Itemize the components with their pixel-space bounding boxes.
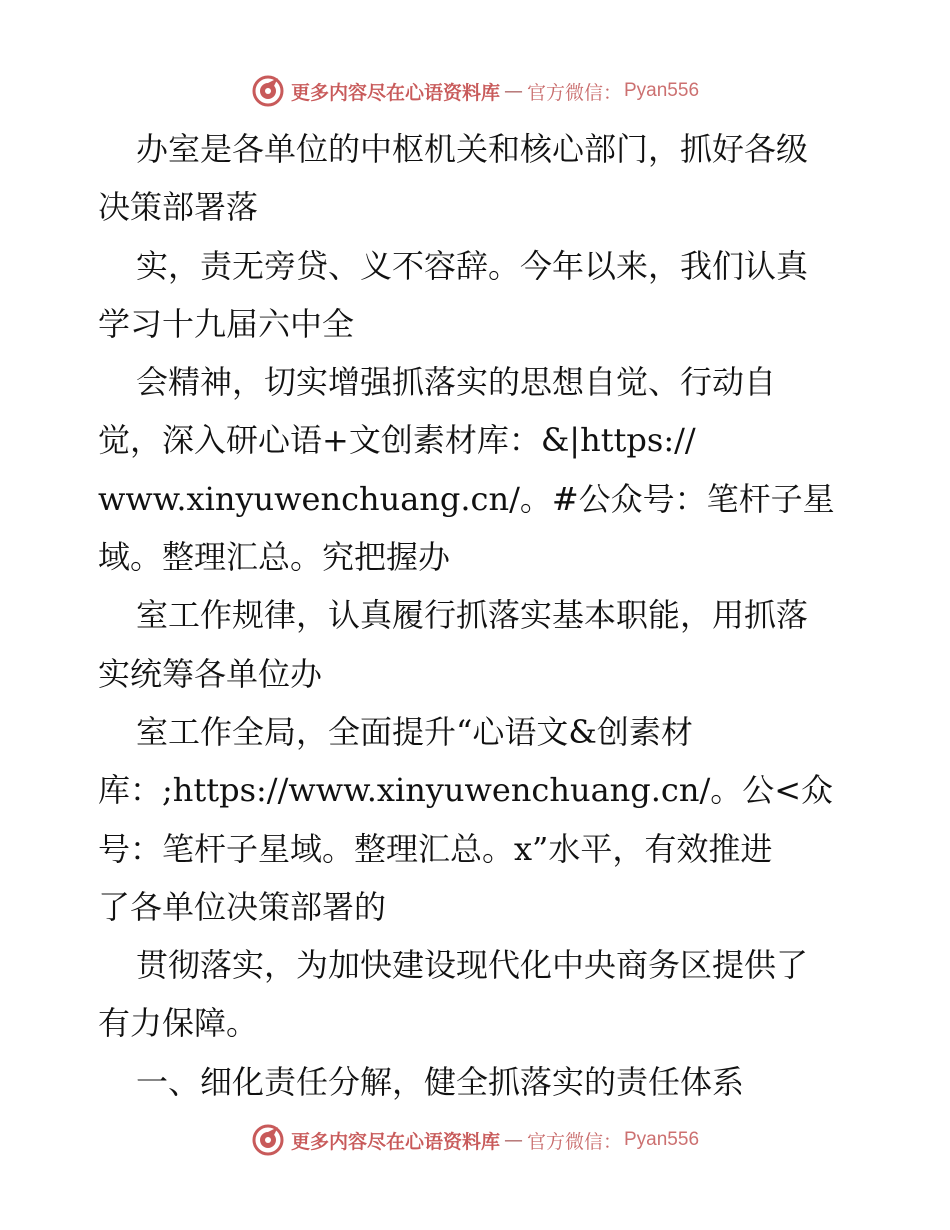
body-line: 决策部署落 xyxy=(98,188,259,227)
body-line: 学习十九届六中全 xyxy=(98,304,355,343)
body-line: 了各单位决策部署的 xyxy=(98,887,387,926)
body-line: 室工作全局，全面提升“心语文&创素材 xyxy=(136,712,693,751)
banner-brand-text: 更多内容尽在心语资料库 xyxy=(290,81,500,104)
body-line: 贯彻落实，为加快建设现代化中央商务区提供了 xyxy=(136,946,809,985)
brand-logo-icon xyxy=(251,74,285,108)
banner-separator: — xyxy=(503,80,523,102)
body-line: 室工作规律，认真履行抓落实基本职能，用抓落 xyxy=(136,596,809,635)
banner-brand-text: 更多内容尽在心语资料库 xyxy=(290,1130,500,1153)
brand-logo-icon xyxy=(251,1123,285,1157)
footer-banner xyxy=(0,1120,950,1160)
body-line: 办室是各单位的中枢机关和核心部门，抓好各级 xyxy=(136,130,809,168)
document-body xyxy=(98,120,858,1111)
body-line: 觉，深入研心语+文创素材库：&|https:// xyxy=(98,421,696,460)
body-line: www.xinyuwenchuang.cn/。#公众号：笔杆子星 xyxy=(98,479,835,518)
body-line: 号：笔杆子星域。整理汇总。x”水平，有效推进 xyxy=(98,829,773,868)
body-line: 域。整理汇总。究把握办 xyxy=(98,538,451,577)
body-line: 有力保障。 xyxy=(98,1004,259,1043)
body-line: 实，责无旁贷、义不容辞。今年以来，我们认真 xyxy=(136,246,809,285)
header-banner xyxy=(0,71,950,111)
body-line: 会精神，切实增强抓落实的思想自觉、行动自 xyxy=(136,363,777,402)
banner-separator: — xyxy=(503,1129,523,1151)
section-heading: 一、细化责任分解，健全抓落实的责任体系 xyxy=(136,1062,745,1101)
body-line: 实统筹各单位办 xyxy=(98,654,323,693)
banner-wechat-label: 官方微信： xyxy=(526,1130,622,1153)
body-line: 库：;https://www.xinyuwenchuang.cn/。公<众 xyxy=(98,771,834,810)
banner-wechat-id: Pyan556 xyxy=(624,80,700,101)
banner-wechat-label: 官方微信： xyxy=(526,81,622,104)
banner-wechat-id: Pyan556 xyxy=(624,1129,700,1150)
